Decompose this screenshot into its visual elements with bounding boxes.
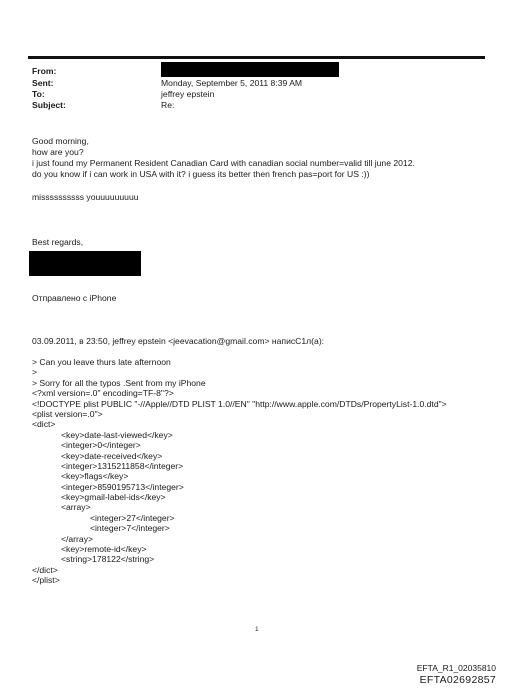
- quoted-line: <integer>8590195713</integer>: [61, 481, 184, 492]
- body-line: missssssssss youuuuuuuuu: [32, 192, 139, 202]
- quoted-line: <key>gmail-label-ids</key>: [61, 492, 166, 503]
- from-label: From:: [32, 66, 57, 76]
- quoted-line: </plist>: [32, 575, 60, 586]
- sent-label: Sent:: [32, 78, 54, 88]
- quoted-line: > Sorry for all the typos .Sent from my iPhone: [32, 377, 206, 388]
- to-label: To:: [32, 89, 45, 99]
- sent-value: Monday, September 5, 2011 8:39 AM: [161, 78, 303, 88]
- subject-value: Re:: [161, 100, 175, 110]
- quoted-line: <key>date-received</key>: [61, 450, 163, 461]
- quoted-line: <key>date-last-viewed</key>: [61, 429, 173, 440]
- quoted-line: <integer>7</integer>: [90, 523, 170, 534]
- footer-id-small: EFTA_R1_02035810: [416, 663, 496, 673]
- quoted-line: <!DOCTYPE plist PUBLIC "-//Apple//DTD PLIST 1.0//EN" "http://www.apple.com/DTDs/PropertyList-1.0.dtd">: [32, 398, 447, 409]
- body-line: how are you?: [32, 147, 84, 157]
- body-line: do you know if i can work in USA with it? i guess its better then french pas=port for US :)): [32, 169, 370, 179]
- quoted-attribution: 03.09.2011, в 23:50, jeffrey epstein <jeevacation@gmail.com> написС1л(а):: [32, 336, 325, 346]
- subject-label: Subject:: [32, 100, 66, 110]
- page-number: 1: [255, 626, 259, 633]
- quoted-line: <integer>0</integer>: [61, 440, 141, 451]
- quoted-line: </array>: [61, 533, 94, 544]
- quoted-line: <integer>27</integer>: [90, 512, 175, 523]
- redacted-signature: [29, 251, 141, 276]
- quoted-line: <string>178122</string>: [61, 554, 155, 565]
- quoted-line: <array>: [61, 502, 91, 513]
- quoted-line: <key>remote-id</key>: [61, 544, 147, 555]
- footer-id-large: EFTA02692857: [419, 674, 496, 686]
- quoted-line: </dict>: [32, 564, 58, 575]
- closing: Best regards,: [32, 237, 84, 247]
- quoted-line: <dict>: [32, 419, 56, 430]
- to-value: jeffrey epstein: [161, 89, 215, 99]
- quoted-line: >: [32, 367, 38, 378]
- quoted-line: > Can you leave thurs late afternoon: [32, 357, 171, 367]
- body-line: i just found my Permanent Resident Canadian Card with canadian social number=valid till june 2012.: [32, 158, 415, 168]
- header-rule: [28, 56, 485, 59]
- quoted-content: [32, 357, 447, 586]
- signature-device: Отправлено с iPhone: [32, 293, 117, 303]
- quoted-line: <key>flags</key>: [61, 471, 129, 482]
- redacted-from-value: [161, 62, 339, 77]
- quoted-line: <plist version=.0">: [32, 408, 103, 419]
- quoted-line: <integer>1315211858</integer>: [61, 460, 184, 471]
- quoted-line: <?xml version=.0" encoding=TF-8"?>: [32, 388, 174, 399]
- greeting: Good morning,: [32, 136, 89, 146]
